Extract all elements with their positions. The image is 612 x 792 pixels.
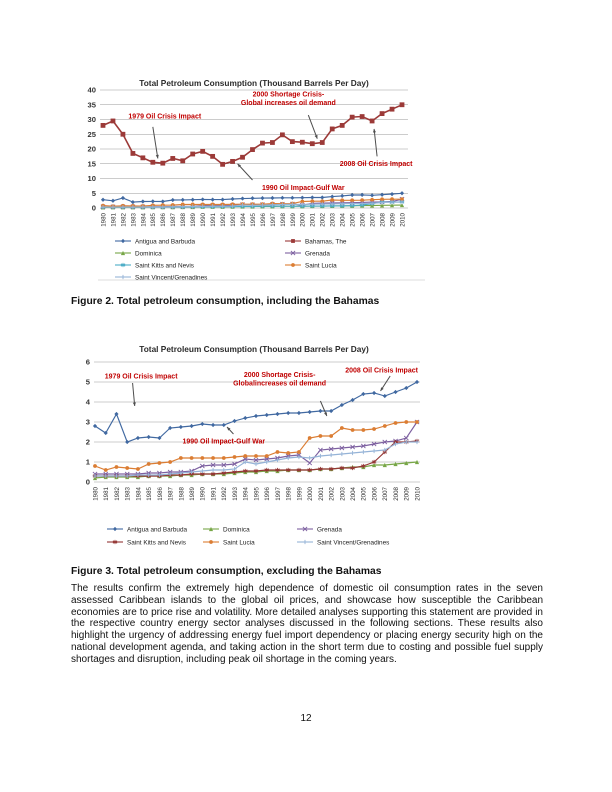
svg-text:2000 Shortage Crisis-: 2000 Shortage Crisis- — [252, 91, 325, 99]
legend — [107, 526, 389, 546]
legend — [115, 238, 347, 281]
svg-text:Grenada: Grenada — [317, 526, 342, 534]
svg-text:1986: 1986 — [156, 487, 164, 501]
svg-text:2008 Oil Crisis Impact: 2008 Oil Crisis Impact — [339, 161, 413, 169]
svg-text:1998: 1998 — [285, 487, 293, 501]
chart-title — [139, 78, 369, 88]
svg-text:2009: 2009 — [403, 487, 411, 501]
svg-text:1988: 1988 — [178, 487, 186, 501]
svg-text:6: 6 — [85, 357, 90, 367]
svg-text:Total Petroleum Consumption (: Total Petroleum Consumption (Thousand Barrels Per Day) — [139, 344, 369, 354]
svg-text:1990: 1990 — [200, 213, 208, 227]
svg-text:1982: 1982 — [120, 213, 128, 227]
svg-text:15: 15 — [87, 159, 96, 169]
svg-text:Dominica: Dominica — [223, 526, 250, 534]
svg-text:1986: 1986 — [160, 213, 168, 227]
svg-text:1995: 1995 — [249, 213, 257, 227]
svg-text:1979 Oil Crisis Impact: 1979 Oil Crisis Impact — [104, 373, 178, 381]
svg-text:1979 Oil Crisis Impact: 1979 Oil Crisis Impact — [128, 113, 202, 121]
x-axis — [100, 212, 406, 226]
svg-text:1994: 1994 — [242, 487, 250, 501]
svg-text:1: 1 — [85, 457, 90, 467]
svg-text:5: 5 — [91, 188, 96, 198]
svg-text:1982: 1982 — [113, 487, 121, 501]
svg-text:1987: 1987 — [167, 487, 175, 501]
svg-text:5: 5 — [85, 377, 90, 387]
svg-text:1985: 1985 — [150, 213, 158, 227]
svg-text:0: 0 — [91, 203, 96, 213]
svg-text:1993: 1993 — [229, 213, 237, 227]
svg-text:2000 Shortage Crisis-: 2000 Shortage Crisis- — [243, 372, 316, 380]
svg-text:3: 3 — [85, 417, 90, 427]
svg-text:2: 2 — [85, 437, 90, 447]
figure3-chart — [78, 342, 518, 557]
svg-text:2002: 2002 — [319, 213, 327, 227]
svg-text:1997: 1997 — [274, 487, 282, 501]
svg-text:1991: 1991 — [210, 213, 218, 227]
page-number: 12 — [300, 713, 312, 724]
svg-text:2005: 2005 — [360, 487, 368, 501]
svg-text:2006: 2006 — [359, 213, 367, 227]
svg-text:1999: 1999 — [296, 487, 304, 501]
svg-text:2000: 2000 — [307, 487, 315, 501]
svg-text:35: 35 — [87, 100, 96, 110]
chart-title — [139, 344, 369, 354]
svg-text:Saint Kitts and Nevis: Saint Kitts and Nevis — [127, 539, 186, 547]
svg-text:1984: 1984 — [140, 213, 148, 227]
svg-text:2003: 2003 — [339, 487, 347, 501]
svg-text:2005: 2005 — [349, 213, 357, 227]
svg-text:1991: 1991 — [210, 487, 218, 501]
svg-text:1989: 1989 — [189, 487, 196, 501]
svg-text:Antigua and Barbuda: Antigua and Barbuda — [135, 238, 196, 246]
x-axis — [92, 486, 421, 500]
svg-text:4: 4 — [85, 397, 90, 407]
svg-text:1981: 1981 — [110, 213, 118, 227]
svg-text:2008: 2008 — [379, 213, 387, 227]
svg-text:Total Petroleum Consumption (: Total Petroleum Consumption (Thousand Barrels Per Day) — [139, 78, 369, 88]
annotations — [105, 367, 419, 445]
svg-text:1998: 1998 — [279, 213, 287, 227]
figure2-chart — [78, 76, 518, 290]
svg-text:2009: 2009 — [389, 213, 397, 227]
svg-text:1987: 1987 — [170, 213, 178, 227]
svg-text:2002: 2002 — [328, 487, 336, 501]
svg-text:1999: 1999 — [289, 213, 297, 227]
svg-text:1996: 1996 — [259, 213, 267, 227]
svg-text:40: 40 — [87, 85, 96, 95]
svg-text:Saint Lucia: Saint Lucia — [223, 539, 255, 547]
svg-text:1990 Oil Impact-Gulf War: 1990 Oil Impact-Gulf War — [182, 438, 266, 446]
svg-text:2008 Oil Crisis Impact: 2008 Oil Crisis Impact — [345, 367, 418, 375]
svg-text:2006: 2006 — [371, 487, 379, 501]
svg-text:1984: 1984 — [135, 487, 143, 501]
svg-text:2010: 2010 — [399, 213, 407, 227]
svg-text:Saint Vincent/Grenadines: Saint Vincent/Grenadines — [135, 274, 208, 282]
svg-text:Grenada: Grenada — [305, 250, 330, 258]
svg-text:2003: 2003 — [329, 213, 337, 227]
svg-text:20: 20 — [87, 144, 96, 154]
svg-text:1992: 1992 — [220, 213, 227, 227]
svg-text:2007: 2007 — [382, 487, 390, 501]
svg-text:Dominica: Dominica — [135, 250, 162, 258]
svg-text:1981: 1981 — [103, 487, 111, 501]
svg-text:2000: 2000 — [299, 213, 307, 227]
svg-text:1995: 1995 — [253, 487, 261, 501]
svg-text:Saint Lucia: Saint Lucia — [305, 262, 337, 270]
svg-text:Saint Kitts and Nevis: Saint Kitts and Nevis — [135, 262, 194, 270]
svg-text:0: 0 — [85, 477, 90, 487]
svg-text:2001: 2001 — [309, 213, 317, 227]
figure2-caption: Figure 2. Total petroleum consumption, including the Bahamas — [71, 296, 380, 307]
svg-text:Saint Vincent/Grenadines: Saint Vincent/Grenadines — [317, 539, 390, 547]
svg-text:1989: 1989 — [190, 213, 198, 227]
body-paragraph: The results confirm the extremely high dependence of domestic oil consumption rates in the seven assessed Caribbean islands to the global oil prices, and showcase how susceptible the Caribbean economies are to price rise and volatility. More detailed analyses supporting this statement are provided in the respective country energy sector analyses discussed in the following sections. These results also highlight the urgency of addressing energy fuel import dependency or placing energy security high on the national development agenda, and taking action in the short term due to costing and possible fuel supply shortages and disruption, including peak oil shortage in the coming years. — [71, 583, 543, 665]
svg-text:1994: 1994 — [239, 213, 247, 227]
svg-text:Bahamas, The: Bahamas, The — [305, 238, 347, 246]
svg-text:1980: 1980 — [100, 213, 108, 227]
svg-text:1983: 1983 — [130, 213, 138, 227]
svg-text:2004: 2004 — [339, 213, 347, 227]
svg-text:1996: 1996 — [264, 487, 272, 501]
svg-text:1983: 1983 — [124, 487, 132, 501]
svg-text:30: 30 — [87, 115, 96, 125]
svg-text:2007: 2007 — [369, 213, 377, 227]
svg-text:1993: 1993 — [231, 487, 239, 501]
svg-text:2010: 2010 — [414, 487, 422, 501]
svg-text:1997: 1997 — [269, 213, 277, 227]
svg-text:1990: 1990 — [199, 487, 207, 501]
svg-text:1988: 1988 — [180, 213, 188, 227]
svg-text:1990 Oil Impact-Gulf War: 1990 Oil Impact-Gulf War — [262, 184, 345, 192]
svg-text:25: 25 — [87, 129, 96, 139]
svg-text:1992: 1992 — [221, 487, 229, 501]
series-lines — [93, 380, 419, 480]
svg-text:2004: 2004 — [350, 487, 357, 501]
svg-text:Globalincreases oil demand: Globalincreases oil demand — [233, 380, 327, 388]
svg-text:1985: 1985 — [146, 487, 154, 501]
svg-text:1980: 1980 — [92, 487, 100, 501]
svg-text:Global increases oil demand: Global increases oil demand — [240, 99, 336, 107]
svg-text:Antigua and Barbuda: Antigua and Barbuda — [127, 526, 188, 534]
svg-text:10: 10 — [87, 174, 96, 184]
figure3-caption: Figure 3. Total petroleum consumption, excluding the Bahamas — [71, 566, 382, 577]
svg-text:2001: 2001 — [317, 487, 325, 501]
svg-text:2008: 2008 — [392, 487, 400, 501]
